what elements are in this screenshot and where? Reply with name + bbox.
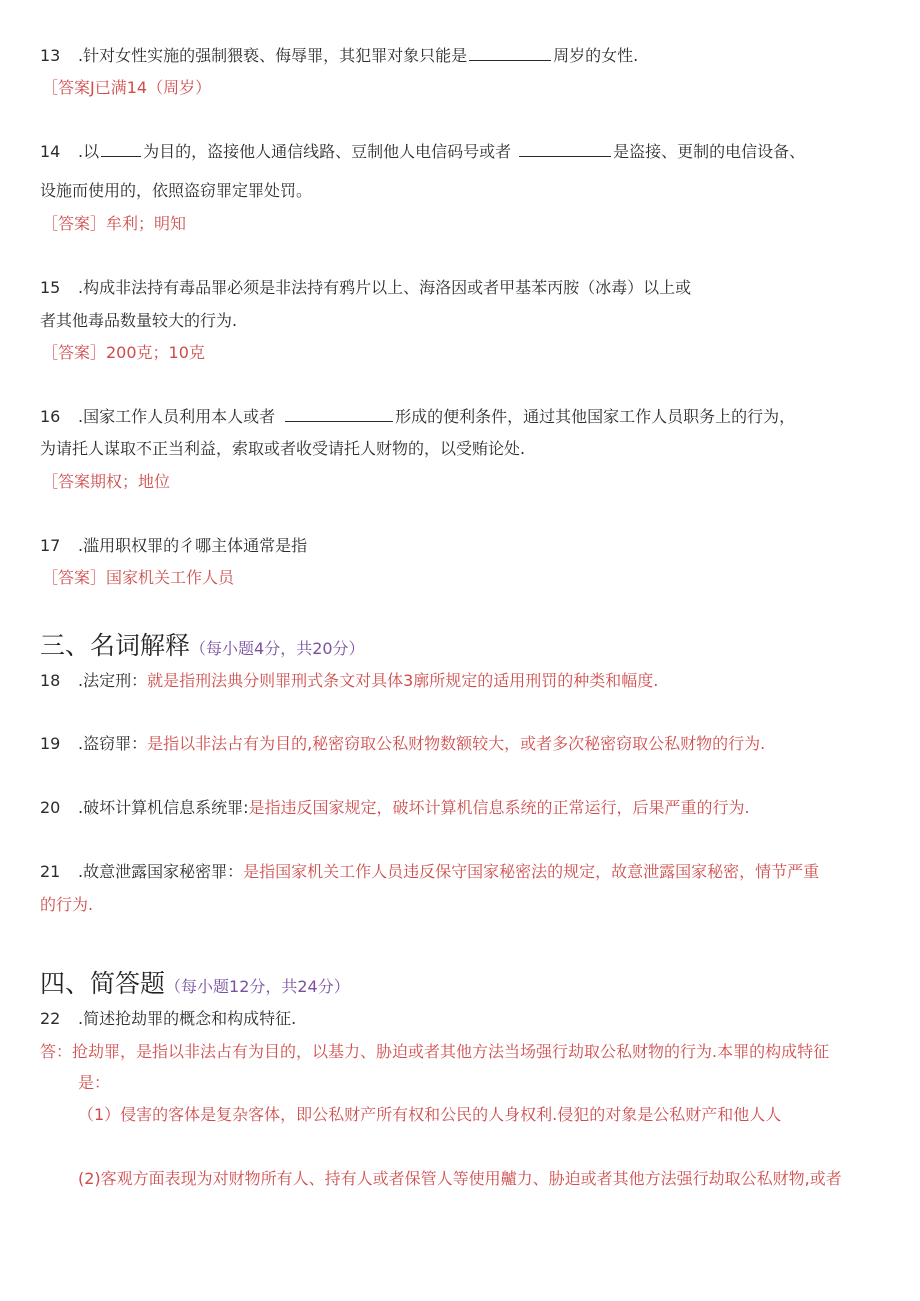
answer-22-point2: (2)客观方面表现为对财物所有人、持有人或者保管人等使用齇力、胁迫或者其他方法强行劫取公私财物,或者 (78, 1169, 842, 1188)
definition-term: .盗窃罪： (78, 734, 148, 753)
question-17 (40, 535, 307, 557)
question-15-line2: 者其他毒品数量较大的行为. (40, 311, 238, 330)
question-14 (40, 141, 805, 163)
question-number: 15 (40, 278, 61, 297)
section-3-heading (40, 630, 365, 665)
question-16-line2: 为请托人谋取不正当利益，索取或者收受请托人财物的，以受贿论处. (40, 439, 526, 458)
question-text: 是盗接、更制的电信设备、 (613, 142, 806, 161)
question-text: .以 (78, 142, 100, 161)
definition-21-line2: 的行为. (40, 895, 94, 914)
answer-22-point1: （1）侵害的客体是复杂客体，即公私财产所有权和公民的人身权利.侵犯的对象是公私财产和他人人 (78, 1105, 782, 1124)
answer-14: ［答案］牟利；明知 (42, 214, 187, 233)
question-number: 19 (40, 734, 61, 753)
definition-text: 是指以非法占有为目的,秘密窃取公私财物数额较大，或者多次秘密窃取公私财物的行为. (147, 734, 766, 753)
question-number: 21 (40, 862, 61, 881)
question-16 (40, 406, 795, 428)
question-number: 16 (40, 407, 61, 426)
answer-blank (101, 141, 141, 157)
answer-13: ［答案J已满14（周岁） (42, 78, 212, 97)
definition-term: .故意泄露国家秘密罪： (78, 862, 244, 881)
definition-19 (40, 733, 765, 755)
question-number: 22 (40, 1009, 61, 1028)
question-22 (40, 1008, 296, 1030)
question-text: .针对女性实施的强制猥亵、侮辱罪，其犯罪对象只能是 (78, 46, 468, 65)
definition-text: 是指违反国家规定，破坏计算机信息系统的正常运行，后果严重的行为. (248, 798, 750, 817)
definition-term: .法定刑： (78, 671, 148, 690)
question-text: .滥用职权罪的彳哪主体通常是指 (78, 536, 308, 555)
question-number: 14 (40, 142, 61, 161)
definition-text: 是指国家机关工作人员违反保守国家秘密法的规定，故意泄露国家秘密，情节严重 (243, 862, 820, 881)
question-text: 形成的便利条件，通过其他国家工作人员职务上的行为， (395, 407, 796, 426)
definition-20 (40, 797, 750, 819)
answer-22-line2: 是： (78, 1073, 111, 1092)
question-number: 17 (40, 536, 61, 555)
definition-text: 就是指刑法典分则罪刑式条文对具体3廓所规定的适用刑罚的种类和幅度. (147, 671, 659, 690)
question-number: 18 (40, 671, 61, 690)
question-text: 为目的，盗接他人通信线路、豆制他人电信码号或者 (143, 142, 512, 161)
question-text: 周岁的女性. (553, 46, 639, 65)
answer-15: ［答案］200克；10克 (42, 343, 205, 362)
section-4-heading (40, 968, 350, 1003)
question-14-line2: 设施而使用的，依照盗窃罪定罪处罚。 (40, 181, 313, 200)
question-text: .简述抢劫罪的概念和构成特征. (78, 1009, 297, 1028)
section-title: 四、简答题 (40, 969, 166, 998)
answer-blank (519, 141, 611, 157)
section-title: 三、名词解释 (40, 631, 191, 660)
section-note: （每小题4分，共20分） (190, 639, 365, 658)
question-13 (40, 45, 638, 67)
answer-blank (285, 406, 393, 422)
answer-blank (469, 45, 551, 61)
question-text: .国家工作人员利用本人或者 (78, 407, 276, 426)
question-text: .构成非法持有毒品罪必须是非法持有鸦片以上、海洛因或者甲基苯丙胺（冰毒）以上或 (78, 278, 692, 297)
question-number: 20 (40, 798, 61, 817)
definition-term: .破坏计算机信息系统罪: (78, 798, 249, 817)
question-15 (40, 277, 691, 299)
answer-16: ［答案期权；地位 (42, 472, 171, 491)
definition-18 (40, 670, 658, 692)
definition-21 (40, 861, 819, 883)
section-note: （每小题12分，共24分） (165, 977, 350, 996)
answer-17: ［答案］国家机关工作人员 (42, 568, 235, 587)
question-number: 13 (40, 46, 61, 65)
answer-22-line1: 答：抢劫罪，是指以非法占有为目的，以基力、胁迫或者其他方法当场强行劫取公私财物的行为.本罪的构成特征 (40, 1042, 830, 1061)
